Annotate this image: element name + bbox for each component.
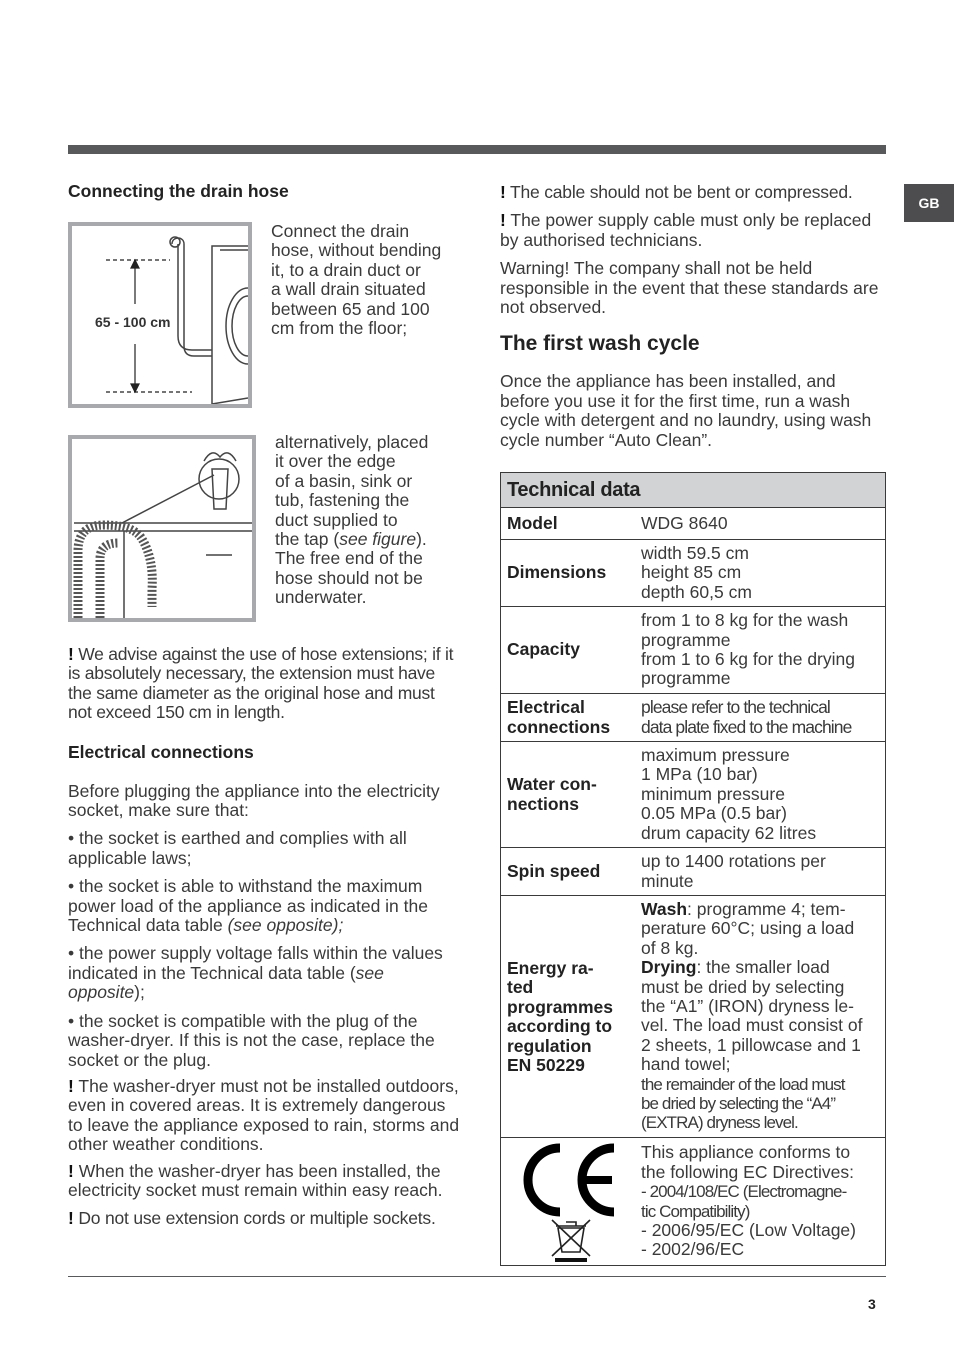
bullet-earthed: • the socket is earthed and complies with all applicable laws; (68, 828, 407, 868)
row-label (501, 742, 635, 847)
ce-mark-cell (501, 1138, 635, 1265)
alt-tap-italic: see figure (339, 529, 417, 550)
footer-rule (68, 1276, 886, 1277)
value-line: programme (641, 629, 731, 650)
hose-over-basin-illustration (72, 439, 252, 618)
value-line: be dried by selecting the “A4” (641, 1094, 836, 1114)
row-value (635, 694, 885, 741)
reach-warning-text: When the washer-dryer has been installed, the electricity socket must remain within easy reach. (68, 1160, 443, 1200)
value-line: perature 60°C; using a load (641, 918, 855, 939)
value-line: - 2006/95/EC (Low Voltage) (641, 1219, 856, 1240)
bullet-power-load-text: • the socket is able to withstand the maximum power load of the appliance as indicated in the Technical data table (68, 876, 428, 936)
value-line (641, 900, 881, 919)
table-row-electrical (501, 694, 885, 742)
liability-warning: Warning! The company shall not be held responsible in the event that these standards are not observed. (500, 258, 879, 318)
warning-mark: ! (68, 644, 74, 664)
figure-hose-over-basin (68, 435, 256, 622)
technical-data-table (500, 472, 886, 1266)
value-line: up to 1400 rotations per (641, 851, 826, 872)
label-line: nections (507, 793, 579, 814)
cable-warning-text: The cable should not be bent or compressed. (510, 182, 853, 202)
value-line: programme (641, 668, 731, 689)
row-value (635, 896, 885, 1137)
table-title: Technical data (501, 473, 885, 508)
alt-text-line: tub, fastening the (275, 490, 410, 511)
alt-text-line: hose should not be (275, 567, 423, 588)
extension-cord-warning (68, 1209, 460, 1228)
wash-term: Wash (641, 899, 688, 919)
label-line: regulation (507, 1035, 592, 1056)
label-line: programmes (507, 996, 614, 1017)
page-number: 3 (868, 1296, 876, 1312)
warning-mark: ! (500, 210, 506, 231)
table-row-capacity (501, 607, 885, 694)
value-line: drum capacity 62 litres (641, 822, 817, 843)
header-rule (68, 145, 886, 154)
value-line: maximum pressure (641, 744, 790, 765)
value-line: please refer to the technical (641, 697, 830, 718)
wash-text: : programme 4; tem- (687, 899, 846, 919)
warning-mark: ! (68, 1075, 74, 1096)
row-value (635, 607, 885, 693)
drain-text-line: Connect the drain (271, 221, 410, 241)
value-line: depth 60,5 cm (641, 581, 752, 602)
value-line: data plate fixed to the machine (641, 716, 852, 737)
bullet-voltage-end: ); (134, 982, 145, 1003)
row-value (635, 848, 885, 895)
table-row-ec-directives (501, 1138, 885, 1265)
alt-text-line: alternatively, placed (275, 432, 429, 452)
bullet-voltage-ref: see opposite (68, 962, 384, 1003)
value-line: - 2002/96/EC (641, 1239, 745, 1260)
value-line: (EXTRA) dryness level. (641, 1113, 798, 1133)
drain-text-line: a wall drain situated (271, 279, 426, 300)
row-value (635, 1138, 885, 1265)
value-line: 1 MPa (10 bar) (641, 764, 758, 785)
table-row-water (501, 742, 885, 848)
reach-warning (68, 1162, 460, 1201)
label-line: Energy ra- (507, 958, 594, 978)
row-value (635, 540, 885, 606)
table-row-model (501, 508, 885, 540)
value-line: hand towel; (641, 1054, 731, 1075)
drying-term: Drying (641, 957, 697, 978)
label-line: Electrical (507, 697, 585, 718)
label-line: connections (507, 716, 611, 737)
value-line: the remainder of the load must (641, 1074, 845, 1094)
value-line: vel. The load must consist of (641, 1015, 863, 1036)
hose-extension-text: We advise against the use of hose extensions; if it is absolutely necessary, the extension must have the same diameter as the original hose and must not exceed 150 cm in length. (68, 644, 454, 723)
value-line: width 59.5 cm (641, 542, 749, 563)
drain-text-line: between 65 and 100 (271, 298, 430, 319)
table-row-spin (501, 848, 885, 896)
value-line: 0.05 MPa (0.5 bar) (641, 803, 787, 824)
cable-replace-text: The power supply cable must only be replaced by authorised technicians. (500, 210, 872, 250)
label-line: EN 50229 (507, 1055, 585, 1076)
bullet-voltage-text: • the power supply voltage falls within the values indicated in the Technical data table ( (68, 943, 443, 983)
value-line: must be dried by selecting (641, 976, 845, 997)
bullet-power-load (68, 877, 460, 935)
extension-cord-text: Do not use extension cords or multiple sockets. (78, 1208, 436, 1229)
figure-drain-height (68, 222, 252, 408)
right-column (500, 183, 886, 450)
table-row-energy (501, 896, 885, 1138)
alt-tap-end: ). (416, 529, 427, 550)
value-line: of 8 kg. (641, 937, 699, 958)
cable-warning (500, 183, 886, 202)
value-line: tic Compatibility) (641, 1201, 750, 1221)
outdoor-warning-text: The washer-dryer must not be installed outdoors, even in covered areas. It is extremely dangerous to leave the appliance exposed to rain, storms and other weather conditions. (68, 1075, 460, 1155)
alt-text-line: duct supplied to (275, 509, 398, 530)
row-label: Spin speed (507, 860, 601, 881)
first-wash-text: Once the appliance has been installed, and before you use it for the first time, run a wash cycle with detergent and no laundry, using wash cycle number “Auto Clean”. (500, 371, 872, 450)
row-value: WDG 8640 (641, 512, 728, 533)
electrical-heading: Electrical connections (68, 741, 254, 762)
drying-text: : the smaller load (696, 957, 830, 978)
value-line: 2 sheets, 1 pillowcase and 1 (641, 1034, 861, 1055)
drain-text-line: cm from the floor; (271, 318, 408, 339)
alt-text-line: of a basin, sink or (275, 470, 413, 491)
language-tab: GB (904, 184, 954, 222)
alt-text-line: it over the edge (275, 451, 396, 472)
row-label (501, 896, 635, 1137)
alternative-text (275, 433, 465, 608)
label-line: Water con- (507, 774, 597, 795)
row-label (501, 694, 635, 741)
row-label: Capacity (507, 639, 580, 660)
warning-mark: ! (68, 1160, 74, 1181)
hose-extension-warning (68, 645, 460, 723)
left-lower-column (68, 645, 460, 1229)
drain-text-line: hose, without bending (271, 240, 442, 261)
warning-mark: ! (500, 182, 506, 202)
cable-replace-warning (500, 211, 886, 250)
value-line: from 1 to 6 kg for the drying (641, 649, 855, 669)
drain-text (271, 222, 461, 338)
bullet-plug: • the socket is compatible with the plug of the washer-dryer. If this is not the case, replace the socket or the plug. (68, 1010, 435, 1070)
drain-text-line: it, to a drain duct or (271, 259, 421, 280)
row-value (635, 742, 885, 847)
first-wash-heading: The first wash cycle (500, 332, 700, 356)
electrical-intro: Before plugging the appliance into the electricity socket, make sure that: (68, 780, 440, 821)
value-line: the following EC Directives: (641, 1161, 854, 1182)
label-line: according to (507, 1016, 613, 1037)
outdoor-warning (68, 1077, 460, 1155)
drain-height-label: 65 - 100 cm (95, 314, 171, 330)
value-line (641, 958, 881, 977)
value-line: - 2004/108/EC (Electromagne- (641, 1182, 847, 1202)
value-line: minute (641, 870, 694, 891)
ce-mark-icon (516, 1142, 626, 1262)
warning-mark: ! (68, 1208, 74, 1229)
value-line: minimum pressure (641, 783, 785, 804)
value-line: from 1 to 8 kg for the wash (641, 610, 849, 631)
row-label: Model (507, 512, 558, 533)
value-line: This appliance conforms to (641, 1142, 851, 1163)
drain-heading: Connecting the drain hose (68, 181, 289, 201)
row-label: Dimensions (507, 562, 607, 583)
value-line: the “A1” (IRON) dryness le- (641, 996, 854, 1017)
bullet-power-load-ref: (see opposite); (227, 915, 344, 936)
table-row-dimensions (501, 540, 885, 607)
alt-text-line (275, 530, 465, 549)
bullet-voltage (68, 944, 460, 1002)
alt-tap-text: the tap ( (275, 529, 340, 550)
label-line: ted (507, 977, 534, 998)
alt-text-line: The free end of the (275, 548, 423, 569)
value-line: height 85 cm (641, 562, 742, 583)
weee-bin-icon (552, 1220, 590, 1256)
left-column (68, 181, 463, 202)
alt-text-line: underwater. (275, 587, 367, 608)
